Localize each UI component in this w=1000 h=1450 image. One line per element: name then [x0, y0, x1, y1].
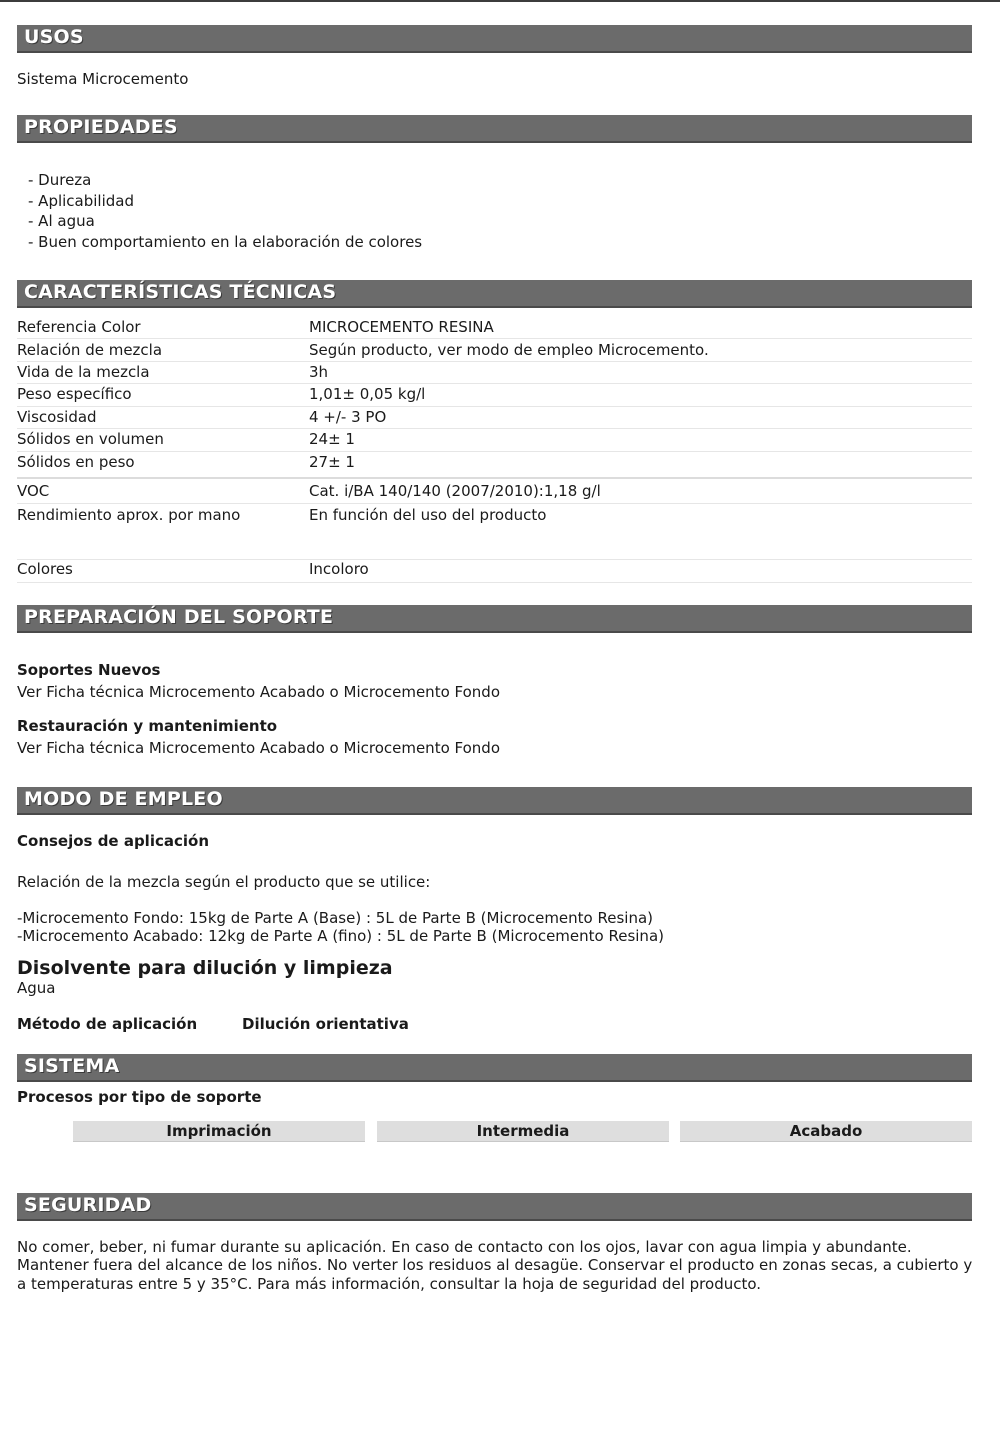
spec-value: Según producto, ver modo de empleo Microcemento.	[309, 341, 709, 359]
spec-value: 27± 1	[309, 453, 355, 471]
column-intermedia: Intermedia	[377, 1121, 669, 1142]
section-header-sistema: SISTEMA	[17, 1054, 972, 1082]
spec-value: Cat. i/BA 140/140 (2007/2010):1,18 g/l	[309, 482, 601, 500]
seguridad-line: Mantener fuera del alcance de los niños. No verter los residuos al desagüe. Conservar el producto en zonas secas, a cubierto y	[17, 1256, 973, 1274]
spec-value: 24± 1	[309, 430, 355, 448]
spec-value: 4 +/- 3 PO	[309, 408, 387, 426]
spec-label: VOC	[17, 482, 50, 500]
dilucion-label: Dilución orientativa	[242, 1015, 409, 1033]
acabado-text: -Microcemento Acabado: 12kg de Parte A (fino) : 5L de Parte B (Microcemento Resina)	[17, 927, 664, 945]
spec-value: 3h	[309, 363, 329, 381]
top-border	[0, 0, 1000, 2]
spec-row	[17, 560, 972, 583]
consejos-heading: Consejos de aplicación	[17, 832, 209, 850]
spec-row	[17, 384, 972, 407]
column-acabado: Acabado	[680, 1121, 972, 1142]
spec-label: Peso específico	[17, 385, 132, 403]
usos-text: Sistema Microcemento	[17, 70, 189, 88]
spec-label: Sólidos en volumen	[17, 430, 164, 448]
propiedades-item: - Al agua	[28, 212, 95, 230]
section-header-propiedades: PROPIEDADES	[17, 115, 972, 143]
spec-row	[17, 504, 972, 560]
section-header-caracteristicas: CARACTERÍSTICAS TÉCNICAS	[17, 280, 972, 308]
restauracion-heading: Restauración y mantenimiento	[17, 717, 278, 735]
seguridad-line: a temperaturas entre 5 y 35°C. Para más información, consultar la hoja de seguridad del producto.	[17, 1275, 762, 1293]
spec-row	[17, 407, 972, 429]
section-header-usos: USOS	[17, 25, 972, 53]
procesos-heading: Procesos por tipo de soporte	[17, 1088, 262, 1106]
spec-label: Relación de mezcla	[17, 341, 163, 359]
spec-value: En función del uso del producto	[309, 506, 547, 524]
spec-value: 1,01± 0,05 kg/l	[309, 385, 426, 403]
section-header-seguridad: SEGURIDAD	[17, 1193, 972, 1221]
spec-label: Viscosidad	[17, 408, 97, 426]
spec-label: Sólidos en peso	[17, 453, 135, 471]
section-header-preparacion: PREPARACIÓN DEL SOPORTE	[17, 605, 972, 633]
spec-row	[17, 429, 972, 452]
spec-row	[17, 452, 972, 479]
propiedades-item: - Buen comportamiento en la elaboración de colores	[28, 233, 423, 251]
seguridad-line: No comer, beber, ni fumar durante su aplicación. En caso de contacto con los ojos, lavar con agua limpia y abundante.	[17, 1238, 912, 1256]
spec-label: Colores	[17, 560, 73, 578]
spec-value: MICROCEMENTO RESINA	[309, 318, 494, 336]
propiedades-item: - Dureza	[28, 171, 92, 189]
propiedades-item: - Aplicabilidad	[28, 192, 134, 210]
spec-row	[17, 362, 972, 384]
disolvente-text: Agua	[17, 979, 56, 997]
soportes-nuevos-heading: Soportes Nuevos	[17, 661, 161, 679]
spec-label: Vida de la mezcla	[17, 363, 150, 381]
spec-row	[17, 339, 972, 362]
spec-label: Rendimiento aprox. por mano	[17, 506, 241, 524]
restauracion-text: Ver Ficha técnica Microcemento Acabado o Microcemento Fondo	[17, 739, 500, 757]
spec-row	[17, 316, 972, 339]
section-header-modo-empleo: MODO DE EMPLEO	[17, 787, 972, 815]
column-imprimacion: Imprimación	[73, 1121, 365, 1142]
metodo-label: Método de aplicación	[17, 1015, 198, 1033]
spec-value: Incoloro	[309, 560, 369, 578]
soportes-nuevos-text: Ver Ficha técnica Microcemento Acabado o Microcemento Fondo	[17, 683, 500, 701]
spec-row	[17, 480, 972, 504]
spec-label: Referencia Color	[17, 318, 141, 336]
disolvente-heading: Disolvente para dilución y limpieza	[17, 957, 393, 979]
relacion-text: Relación de la mezcla según el producto que se utilice:	[17, 873, 431, 891]
fondo-text: -Microcemento Fondo: 15kg de Parte A (Base) : 5L de Parte B (Microcemento Resina)	[17, 909, 654, 927]
